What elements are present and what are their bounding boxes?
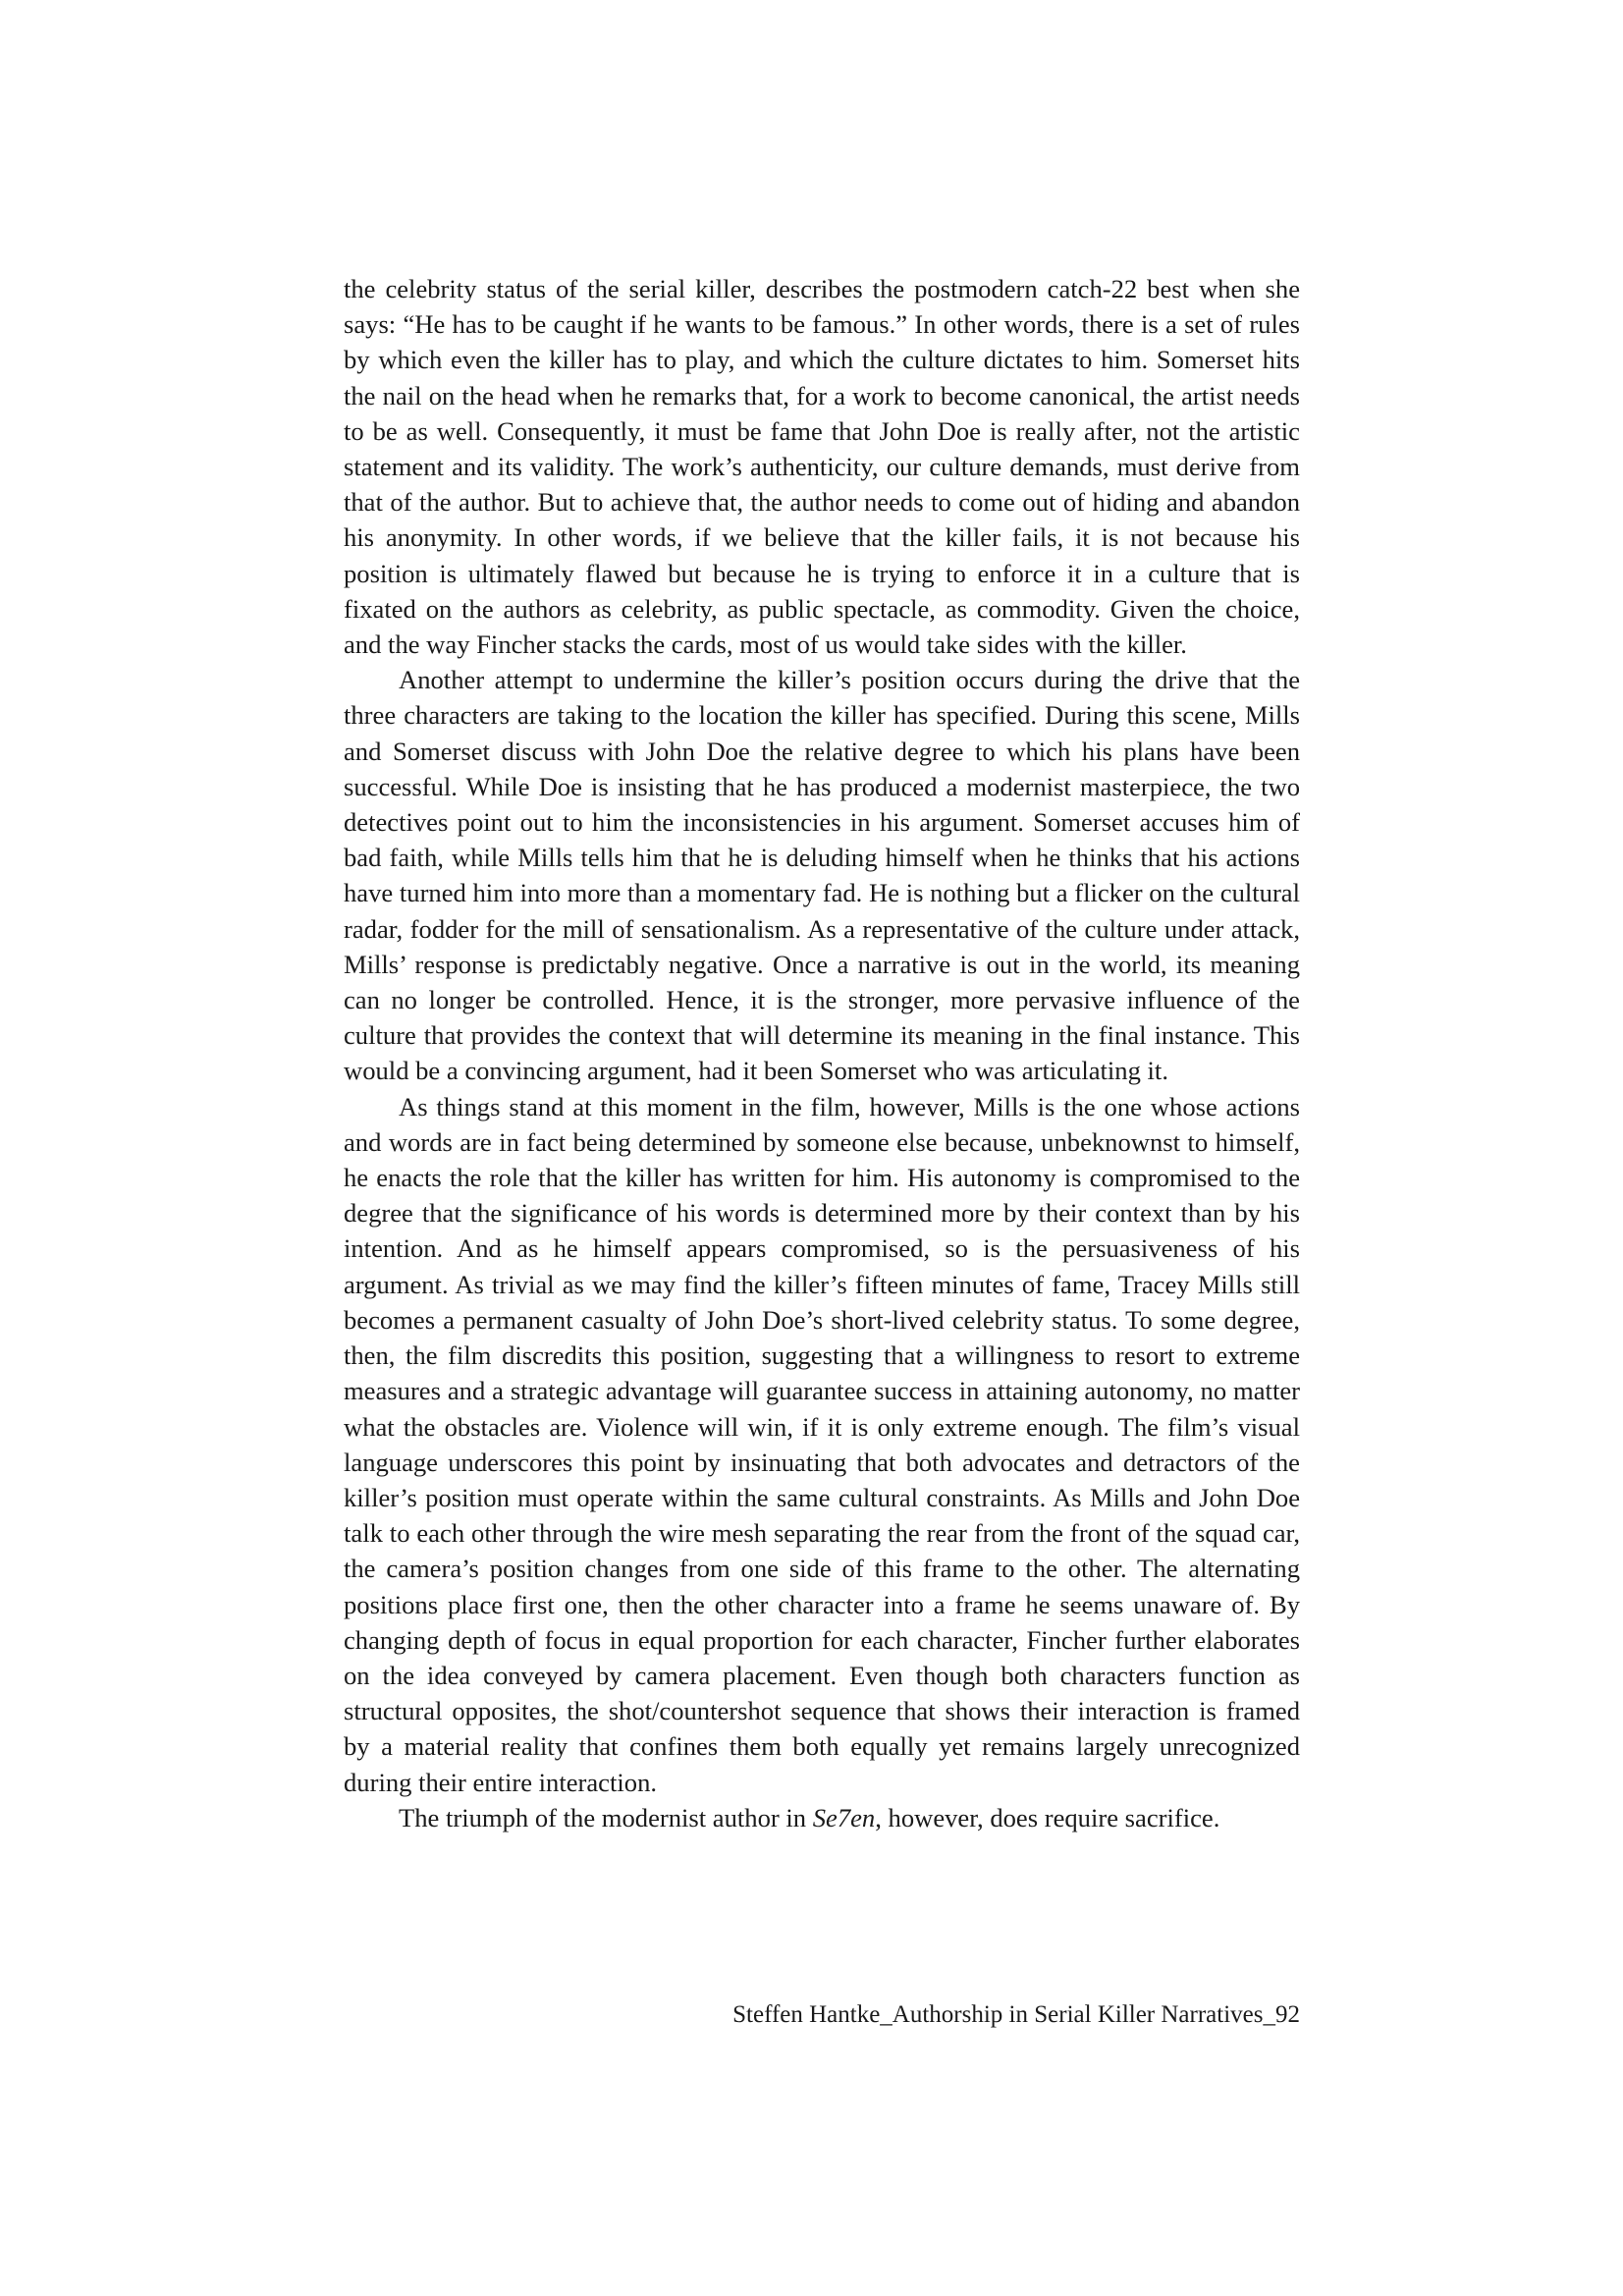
- paragraph-3: As things stand at this moment in the film, however, Mills is the one whose actions and words are in fact being determined by someone else because, unbeknownst to himself, he enacts the role that the killer has written for him. His autonomy is compromised to the degree that the significance of his words is determined more by their context than by his intention. And as he himself appears compromised, so is the persuasiveness of his argument. As trivial as we may find the killer’s fifteen minutes of fame, Tracey Mills still becomes a permanent casualty of John Doe’s short-lived celebrity status. To some degree, then, the film discredits this position, suggesting that a willingness to resort to extreme measures and a strategic advantage will guarantee success in attaining autonomy, no matter what the obstacles are. Violence will win, if it is only extreme enough. The film’s visual language underscores this point by insinuating that both advocates and detractors of the killer’s position must operate within the same cultural constraints. As Mills and John Doe talk to each other through the wire mesh separating the rear from the front of the squad car, the camera’s position changes from one side of this frame to the other. The alternating positions place first one, then the other character into a frame he seems unaware of. By changing depth of focus in equal proportion for each character, Fincher further elaborates on the idea conveyed by camera placement. Even though both characters function as structural opposites, the shot/countershot sequence that shows their interaction is framed by a material reality that confines them both equally yet remains largely unrecognized during their entire interaction.: [344, 1091, 1300, 1797]
- paragraph-1: the celebrity status of the serial killer, describes the postmodern catch-22 best when she says: “He has to be caught if he wants to be famous.” In other words, there is a set of rules by which even the killer has to play, and which the culture dictates to him. Somerset hits the nail on the head when he remarks that, for a work to become canonical, the artist needs to be as well. Consequently, it must be fame that John Doe is really after, not the artistic statement and its validity. The work’s authenticity, our culture demands, must derive from that of the author. But to achieve that, the author needs to come out of hiding and abandon his anonymity. In other words, if we believe that the killer fails, it is not because his position is ultimately flawed but because he is trying to enforce it in a culture that is fixated on the authors as celebrity, as public spectacle, as commodity. Given the choice, and the way Fincher stacks the cards, most of us would take sides with the killer.: [344, 274, 1300, 660]
- paragraph-4: [344, 1800, 1300, 1835]
- film-title: Se7en: [812, 1802, 876, 1832]
- paragraph-4-text-end: , however, does require sacrifice.: [875, 1802, 1220, 1832]
- paragraph-4-text-start: The triumph of the modernist author in: [399, 1802, 813, 1832]
- paragraph-2: Another attempt to undermine the killer’s position occurs during the drive that the three characters are taking to the location the killer has specified. During this scene, Mills and Somerset discuss with John Doe the relative degree to which his plans have been successful. While Doe is insisting that he has produced a modernist masterpiece, the two detectives point out to him the inconsistencies in his argument. Somerset accuses him of bad faith, while Mills tells him that he is deluding himself when he thinks that his actions have turned him into more than a momentary fad. He is nothing but a flicker on the cultural radar, fodder for the mill of sensationalism. As a representative of the culture under attack, Mills’ response is predictably negative. Once a narrative is out in the world, its meaning can no longer be controlled. Hence, it is the stronger, more pervasive influence of the culture that provides the context that will determine its meaning in the final instance. This would be a convincing argument, had it been Somerset who was articulating it.: [344, 665, 1300, 1086]
- running-footer: Steffen Hantke_Authorship in Serial Killer Narratives_92: [732, 2001, 1300, 2028]
- page-body: [344, 271, 1300, 1835]
